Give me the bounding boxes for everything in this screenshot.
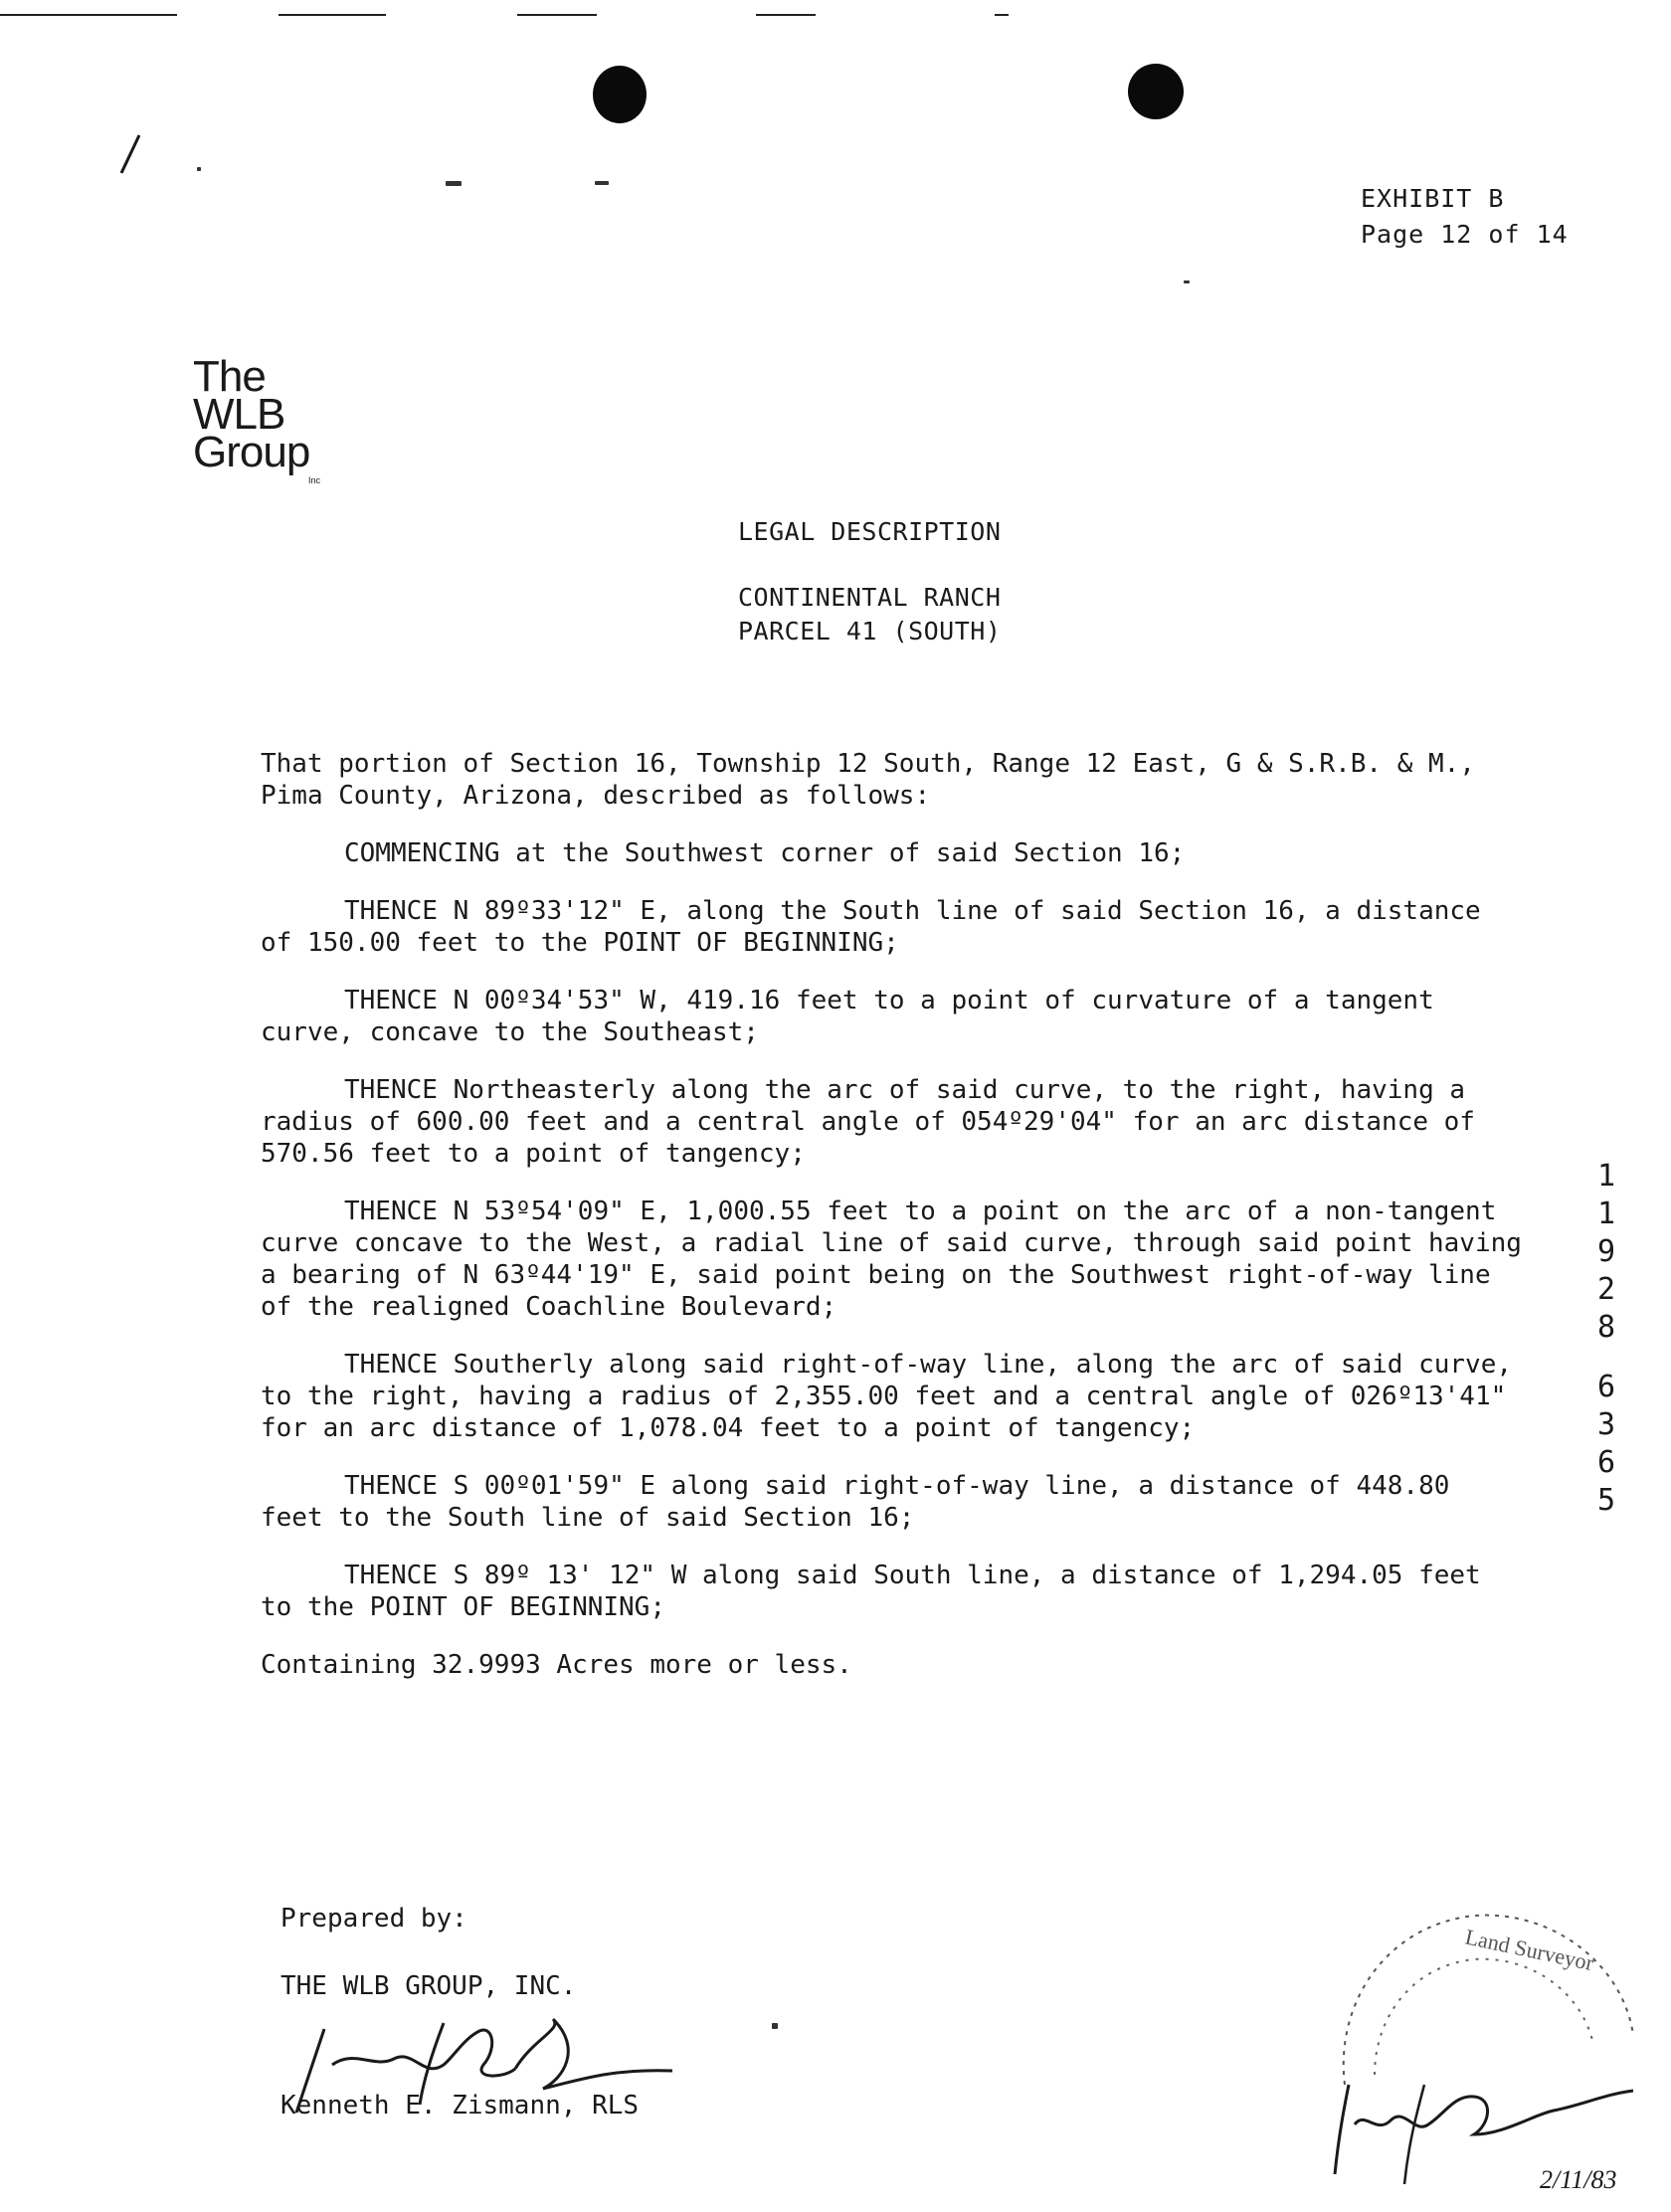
- description-paragraph: THENCE S 89º 13' 12" W along said South line, a distance of 1,294.05 feet to the POINT OF BEGINNING;: [261, 1561, 1497, 1622]
- punch-hole-left: [593, 66, 647, 123]
- scan-edge-line: [278, 14, 386, 16]
- description-paragraph: THENCE N 53º54'09" E, 1,000.55 feet to a point on the arc of a non-tangent curve concave to the West, a radial line of said curve, through said point having a bearing of N 63º44'19" E, said point being on the Southwest right-of-way line of the realigned Coachline Boulevard;: [261, 1197, 1538, 1322]
- exhibit-label: EXHIBIT B: [1361, 184, 1505, 213]
- surveyor-seal: [1305, 1886, 1641, 2194]
- scan-edge-line: [0, 14, 177, 16]
- document-title: LEGAL DESCRIPTION: [738, 517, 1002, 546]
- scan-edge-line: [517, 14, 597, 16]
- recording-digit: 1: [1596, 1159, 1616, 1194]
- page-number: Page 12 of 14: [1361, 220, 1569, 249]
- recording-digit: 8: [1596, 1310, 1616, 1345]
- stray-mark: [772, 2023, 778, 2029]
- scan-edge-line: [756, 14, 816, 16]
- intro-paragraph: That portion of Section 16, Township 12 South, Range 12 East, G & S.R.B. & M., Pima County, Arizona, described as follows:: [261, 749, 1491, 811]
- prepared-by-name: Kenneth E. Zismann, RLS: [280, 2091, 640, 2120]
- recording-digit: 2: [1596, 1272, 1616, 1307]
- legal-description-body: [261, 748, 1538, 1681]
- prepared-by-company: THE WLB GROUP, INC.: [280, 1971, 577, 2001]
- recording-digit: 6: [1596, 1370, 1616, 1404]
- prepared-by-label: Prepared by:: [280, 1904, 467, 1934]
- recording-digit: 5: [1596, 1483, 1616, 1518]
- recording-digit: 6: [1596, 1445, 1616, 1480]
- logo-line-3: Group: [193, 428, 310, 476]
- stray-mark: [115, 129, 145, 177]
- logo-line-1: The: [193, 352, 266, 401]
- recording-digit: 9: [1596, 1234, 1616, 1269]
- seal-date: 2/11/83: [1540, 2165, 1617, 2194]
- recording-digit: 3: [1596, 1407, 1616, 1442]
- scan-edge-line: [995, 14, 1009, 16]
- exhibit-header: [1361, 181, 1569, 253]
- company-logo: [193, 352, 321, 485]
- stray-mark: [595, 181, 609, 185]
- description-paragraph: THENCE Northeasterly along the arc of said curve, to the right, having a radius of 600.00 feet and a central angle of 054º29'04" for an arc distance of 570.56 feet to a point of tangency;: [261, 1075, 1491, 1169]
- description-paragraph: COMMENCING at the Southwest corner of said Section 16;: [344, 838, 1186, 868]
- recording-digit: 1: [1596, 1197, 1616, 1231]
- stray-mark: [446, 181, 462, 186]
- parcel-name: PARCEL 41 (SOUTH): [738, 617, 1002, 645]
- punch-hole-right: [1128, 64, 1184, 119]
- stray-mark: [197, 167, 201, 171]
- seal-text: Land Surveyor: [1462, 1924, 1596, 1976]
- description-paragraph: THENCE Southerly along said right-of-way line, along the arc of said curve, to the right, having a radius of 2,355.00 feet and a central angle of 026º13'41" for an arc distance of 1,078.04 feet to a point of tangency;: [261, 1350, 1528, 1443]
- description-paragraph: THENCE N 00º34'53" W, 419.16 feet to a point of curvature of a tangent curve, concave to the Southeast;: [261, 986, 1450, 1047]
- acreage-statement: Containing 32.9993 Acres more or less.: [261, 1650, 852, 1680]
- project-name: CONTINENTAL RANCH: [738, 583, 1002, 612]
- logo-line-2: WLB: [193, 390, 285, 439]
- description-paragraph: THENCE N 89º33'12" E, along the South line of said Section 16, a distance of 150.00 feet to the POINT OF BEGINNING;: [261, 896, 1497, 958]
- description-paragraph: THENCE S 00º01'59" E along said right-of-way line, a distance of 448.80 feet to the South line of said Section 16;: [261, 1471, 1466, 1533]
- logo-suffix: Inc: [308, 475, 321, 485]
- stray-mark: [1184, 280, 1190, 283]
- recording-number: [1591, 1158, 1621, 1520]
